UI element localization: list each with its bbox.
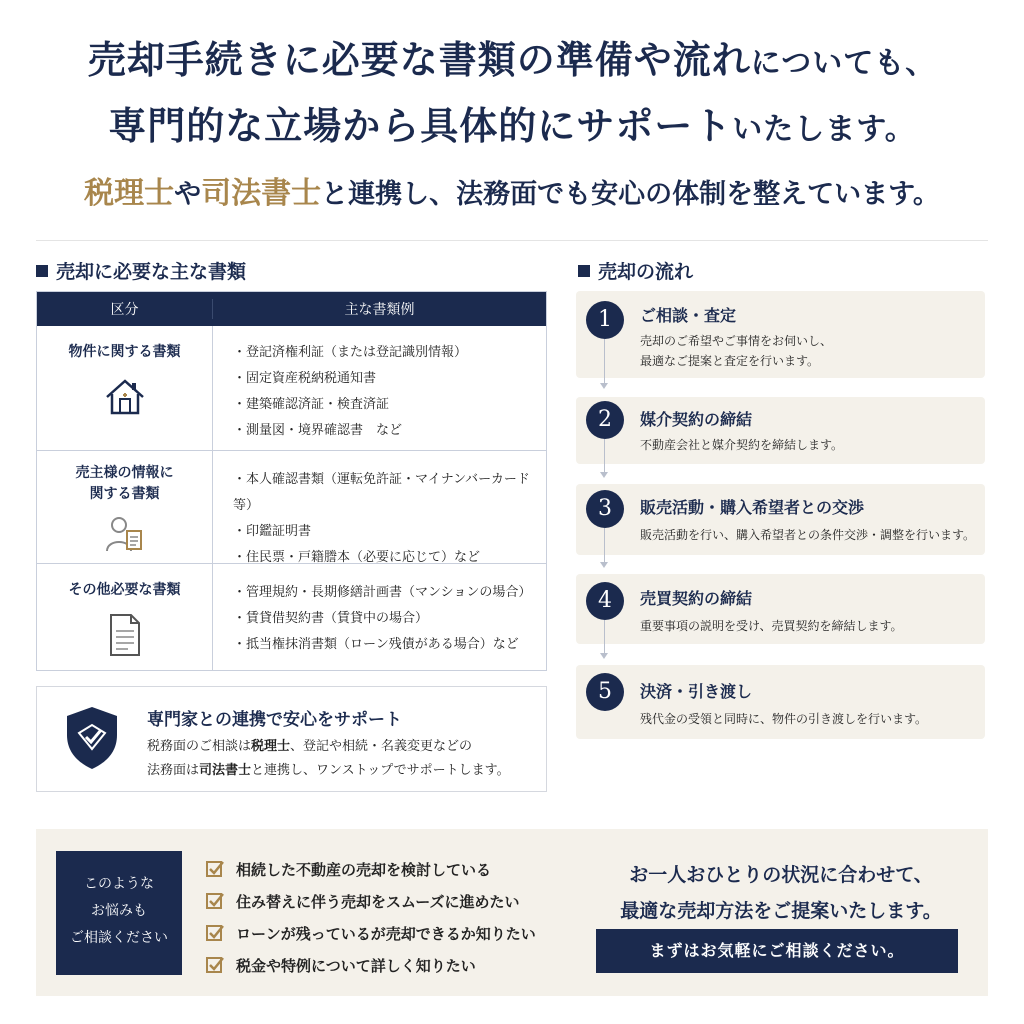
flow-step	[576, 291, 985, 378]
hero-heading	[0, 30, 1024, 215]
concern-checklist	[206, 853, 536, 981]
docs-section-title	[36, 257, 246, 284]
arrow-down-icon	[600, 383, 608, 389]
step-title: ご相談・査定	[640, 306, 737, 325]
proposal-line: お一人おひとりの状況に合わせて、	[629, 864, 933, 886]
document-item: ・建築確認済証・検査済証	[233, 397, 390, 412]
person-document-icon	[105, 515, 145, 553]
arrow-down-icon	[600, 653, 608, 659]
row-category	[37, 564, 213, 670]
flow-step	[576, 574, 985, 644]
hero-line-2	[0, 96, 1024, 160]
category-label: 物件に関する書類	[68, 344, 181, 360]
document-item: ・測量図・境界確認書 など	[233, 423, 403, 438]
worry-text: お悩みも	[91, 903, 147, 919]
checklist-item	[206, 853, 536, 885]
row-category	[37, 451, 213, 563]
checkbox-icon	[206, 924, 224, 942]
proposal-message	[596, 857, 966, 929]
support-text: 法務面は	[147, 763, 200, 778]
table-row	[37, 326, 546, 450]
flow-section-title-text: 売却の流れ	[598, 261, 694, 283]
hero-line-1-tail: についても、	[750, 46, 937, 81]
document-item: ・賃貸借契約書（賃貸中の場合）	[233, 611, 429, 626]
category-label: その他必要な書類	[68, 582, 181, 598]
support-highlight: 司法書士	[199, 763, 252, 778]
checklist-item	[206, 885, 536, 917]
flow-step	[576, 397, 985, 464]
checkbox-icon	[206, 892, 224, 910]
step-title: 販売活動・購入希望者との交渉	[640, 498, 865, 517]
hero-line-3-mid: や	[174, 179, 202, 210]
row-category	[37, 326, 213, 450]
step-description: 不動産会社と媒介契約を締結します。	[640, 438, 844, 452]
checklist-text: 相続した不動産の売却を検討している	[236, 860, 492, 879]
table-header	[37, 292, 546, 326]
flow-connector	[604, 339, 605, 383]
consultation-banner	[36, 829, 988, 996]
worry-text: このような	[84, 876, 154, 892]
documents-table	[36, 291, 547, 671]
header-examples: 主な書類例	[344, 302, 415, 318]
document-item: ・住民票・戸籍謄本（必要に応じて）など	[233, 550, 481, 565]
step-title: 売買契約の締結	[640, 589, 753, 608]
checklist-item	[206, 917, 536, 949]
flow-connector	[604, 439, 605, 472]
support-highlight: 税理士	[251, 739, 291, 754]
checkbox-icon	[206, 956, 224, 974]
worry-text: ご相談ください	[70, 930, 168, 946]
step-description: 残代金の受領と同時に、物件の引き渡しを行います。	[640, 712, 928, 726]
support-text: 、登記や相続・名義変更などの	[290, 739, 473, 754]
header-category: 区分	[37, 299, 213, 319]
docs-section-title-text: 売却に必要な主な書類	[56, 261, 247, 283]
document-item: ・管理規約・長期修繕計画書（マンションの場合）	[233, 585, 532, 600]
step-description: 重要事項の説明を受け、売買契約を締結します。	[640, 619, 903, 633]
flow-step	[576, 665, 985, 739]
hero-judicial-scrivener: 司法書士	[201, 176, 322, 211]
row-items	[213, 451, 546, 563]
checklist-text: 税金や特例について詳しく知りたい	[236, 956, 476, 975]
step-desc-line: 売却のご希望やご事情をお伺いし、	[640, 334, 833, 348]
hero-line-1	[0, 30, 1024, 94]
divider	[36, 240, 988, 241]
hero-line-2-main: 専門的な立場から具体的にサポート	[108, 103, 733, 148]
house-icon	[103, 377, 147, 417]
step-title: 決済・引き渡し	[640, 682, 753, 701]
square-bullet-icon	[36, 265, 48, 277]
table-row	[37, 450, 546, 563]
document-item: ・抵当権抹消書類（ローン残債がある場合）など	[233, 637, 519, 652]
row-items	[213, 564, 546, 670]
flow-step	[576, 484, 985, 555]
document-item: ・印鑑証明書	[233, 524, 312, 539]
step-number-badge: 3	[586, 490, 624, 528]
document-item: ・固定資産税納税通知書	[233, 371, 377, 386]
flow-connector	[604, 528, 605, 562]
flow-connector	[604, 620, 605, 653]
step-number-badge: 1	[586, 301, 624, 339]
hero-line-1-main: 売却手続きに必要な書類の準備や流れ	[87, 37, 751, 82]
hero-line-2-tail: いたします。	[732, 112, 916, 147]
step-description	[640, 331, 832, 371]
hero-tax-accountant: 税理士	[84, 176, 175, 211]
checklist-item	[206, 949, 536, 981]
step-number-badge: 4	[586, 582, 624, 620]
document-item: ・登記済権利証（または登記識別情報）	[233, 345, 468, 360]
category-label-2: 関する書類	[89, 486, 160, 502]
checklist-text: ローンが残っているが売却できるか知りたい	[236, 924, 536, 943]
arrow-down-icon	[600, 562, 608, 568]
support-text: と連携し、ワンストップでサポートします。	[251, 763, 510, 778]
checkbox-icon	[206, 860, 224, 878]
checklist-text: 住み替えに伴う売却をスムーズに進めたい	[236, 892, 520, 911]
support-text: 税務面のご相談は	[147, 739, 252, 754]
consult-cta-button[interactable]: まずはお気軽にご相談ください。	[596, 929, 958, 973]
table-row	[37, 563, 546, 670]
document-item: ・本人確認書類（運転免許証・マイナンバーカード等）	[233, 472, 530, 513]
step-number-badge: 2	[586, 401, 624, 439]
step-description: 販売活動を行い、購入希望者との条件交渉・調整を行います。	[640, 528, 976, 542]
shield-icon	[65, 705, 119, 771]
category-label: 売主様の情報に	[75, 465, 174, 481]
support-title: 専門家との連携で安心をサポート	[147, 710, 402, 730]
flow-section-title	[578, 257, 693, 284]
row-items	[213, 326, 546, 450]
worry-box	[56, 851, 182, 975]
arrow-down-icon	[600, 472, 608, 478]
step-number-badge: 5	[586, 673, 624, 711]
hero-line-3	[0, 174, 1024, 215]
support-body	[147, 735, 510, 783]
hero-line-3-tail: と連携し、法務面でも安心の体制を整えています。	[321, 179, 940, 210]
proposal-line: 最適な売却方法をご提案いたします。	[620, 900, 942, 922]
step-title: 媒介契約の締結	[640, 410, 753, 429]
step-desc-line: 最適なご提案と査定を行います。	[640, 354, 820, 368]
expert-support-box	[36, 686, 547, 792]
square-bullet-icon	[578, 265, 590, 277]
document-icon	[107, 613, 143, 657]
